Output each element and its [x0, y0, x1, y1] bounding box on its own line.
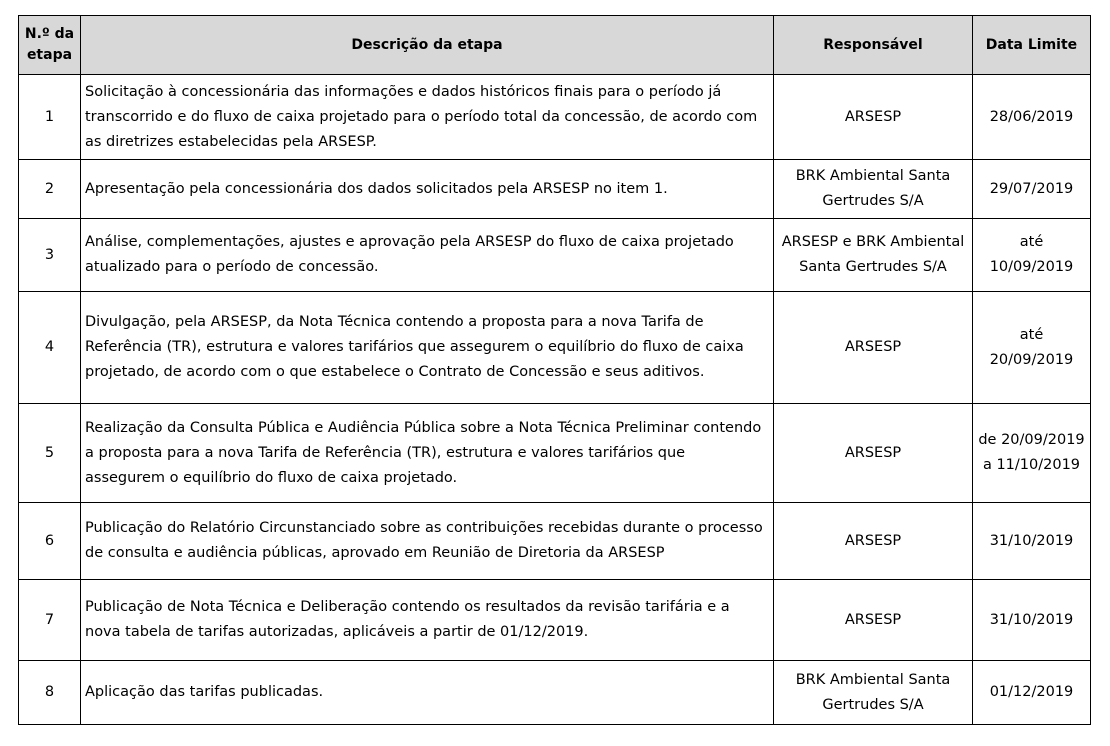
table-row: [19, 292, 1091, 404]
step-deadline: 29/07/2019: [973, 160, 1091, 219]
step-deadline: 28/06/2019: [973, 75, 1091, 160]
table-row: [19, 75, 1091, 160]
step-description: Divulgação, pela ARSESP, da Nota Técnica contendo a proposta para a nova Tarifa de Referência (TR), estrutura e valores tarifários que assegurem o equilíbrio do fluxo de caixa projetado, de acordo com o que estabelece o Contrato de Concessão e seus aditivos.: [81, 292, 774, 404]
header-step-number: N.º da etapa: [19, 16, 81, 75]
table-row: [19, 661, 1091, 725]
schedule-table: [18, 15, 1091, 725]
table-row: [19, 160, 1091, 219]
step-number: 7: [19, 580, 81, 661]
step-description: Análise, complementações, ajustes e aprovação pela ARSESP do fluxo de caixa projetado atualizado para o período de concessão.: [81, 219, 774, 292]
step-responsible: ARSESP: [774, 580, 973, 661]
table-row: [19, 219, 1091, 292]
step-description: Publicação de Nota Técnica e Deliberação contendo os resultados da revisão tarifária e a nova tabela de tarifas autorizadas, aplicáveis a partir de 01/12/2019.: [81, 580, 774, 661]
step-number: 6: [19, 503, 81, 580]
step-deadline: até 10/09/2019: [973, 219, 1091, 292]
step-responsible: ARSESP: [774, 75, 973, 160]
step-number: 4: [19, 292, 81, 404]
step-responsible: BRK Ambiental Santa Gertrudes S/A: [774, 661, 973, 725]
step-description: Realização da Consulta Pública e Audiência Pública sobre a Nota Técnica Preliminar contendo a proposta para a nova Tarifa de Referência (TR), estrutura e valores tarifários que assegurem o equilíbrio do fluxo de caixa projetado.: [81, 404, 774, 503]
step-responsible: ARSESP: [774, 503, 973, 580]
header-step-description: Descrição da etapa: [81, 16, 774, 75]
step-description: Publicação do Relatório Circunstanciado sobre as contribuições recebidas durante o processo de consulta e audiência públicas, aprovado em Reunião de Diretoria da ARSESP: [81, 503, 774, 580]
step-deadline: 31/10/2019: [973, 580, 1091, 661]
step-description: Solicitação à concessionária das informações e dados históricos finais para o período já transcorrido e do fluxo de caixa projetado para o período total da concessão, de acordo com as diretrizes estabelecidas pela ARSESP.: [81, 75, 774, 160]
step-number: 1: [19, 75, 81, 160]
step-description: Apresentação pela concessionária dos dados solicitados pela ARSESP no item 1.: [81, 160, 774, 219]
table-row: [19, 404, 1091, 503]
step-description: Aplicação das tarifas publicadas.: [81, 661, 774, 725]
step-deadline: até 20/09/2019: [973, 292, 1091, 404]
step-deadline: de 20/09/2019 a 11/10/2019: [973, 404, 1091, 503]
step-deadline: 31/10/2019: [973, 503, 1091, 580]
step-responsible: BRK Ambiental Santa Gertrudes S/A: [774, 160, 973, 219]
header-deadline: Data Limite: [973, 16, 1091, 75]
step-responsible: ARSESP: [774, 292, 973, 404]
step-number: 2: [19, 160, 81, 219]
step-deadline: 01/12/2019: [973, 661, 1091, 725]
step-number: 8: [19, 661, 81, 725]
step-number: 5: [19, 404, 81, 503]
step-responsible: ARSESP: [774, 404, 973, 503]
step-number: 3: [19, 219, 81, 292]
header-responsible: Responsável: [774, 16, 973, 75]
step-responsible: ARSESP e BRK Ambiental Santa Gertrudes S/A: [774, 219, 973, 292]
table-row: [19, 503, 1091, 580]
table-row: [19, 580, 1091, 661]
header-row: [19, 16, 1091, 75]
